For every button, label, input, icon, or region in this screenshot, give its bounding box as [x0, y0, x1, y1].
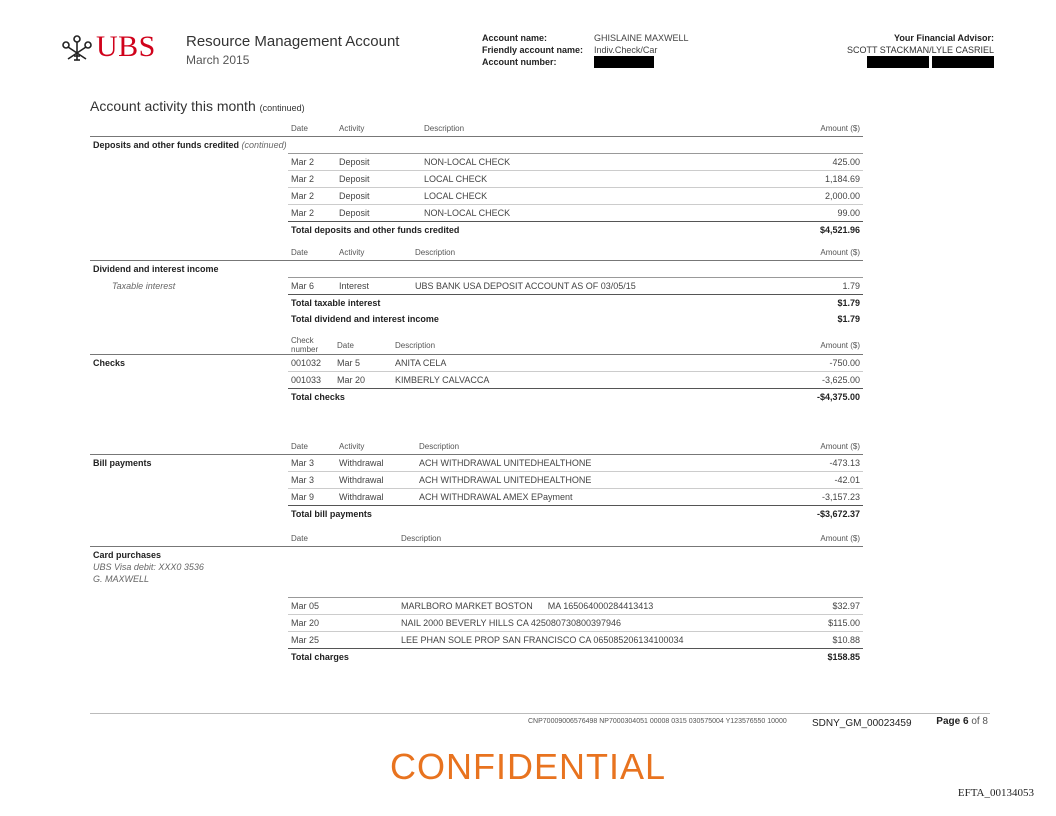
- total-label: Total checks: [288, 389, 743, 406]
- category-title: Card purchases: [93, 550, 162, 560]
- row-description: ANITA CELA: [392, 355, 743, 372]
- row-date: Mar 3: [288, 472, 336, 489]
- row-date: Mar 2: [288, 171, 336, 188]
- confidential-stamp: CONFIDENTIAL: [389, 746, 667, 787]
- row-activity: Deposit: [336, 171, 421, 188]
- row-amount: 2,000.00: [743, 188, 863, 205]
- col-header-activity: Activity: [339, 123, 365, 133]
- friendly-name-label: Friendly account name:: [482, 45, 584, 55]
- advisor-label: Your Financial Advisor:: [893, 33, 994, 43]
- category-subtitle: Taxable interest: [112, 281, 176, 291]
- col-header-activity: Activity: [339, 441, 365, 451]
- ubs-keys-logo-icon: [60, 34, 94, 64]
- total-amount: -$3,672.37: [743, 506, 863, 523]
- footer-divider: [90, 713, 990, 714]
- bill-payments-table: [90, 438, 863, 522]
- total-label: Total bill payments: [288, 506, 743, 523]
- row-check-number: 001033: [288, 372, 334, 389]
- row-amount: $32.97: [743, 598, 863, 615]
- row-activity: Withdrawal: [336, 455, 416, 472]
- col-header-check-number: [288, 336, 334, 355]
- statement-month: March 2015: [186, 53, 250, 67]
- row-activity: Withdrawal: [336, 472, 416, 489]
- dividends-table: [90, 244, 863, 327]
- col-header-date: Date: [291, 533, 308, 543]
- row-description: LOCAL CHECK: [421, 171, 743, 188]
- category-title: Deposits and other funds credited: [93, 140, 240, 150]
- section-title: [90, 98, 305, 114]
- row-date: Mar 2: [288, 154, 336, 171]
- row-description: LEE PHAN SOLE PROP SAN FRANCISCO CA 065085206134100034: [398, 632, 743, 649]
- col-header-activity: Activity: [339, 247, 365, 257]
- row-date: Mar 20: [334, 372, 392, 389]
- row-description: NON-LOCAL CHECK: [421, 205, 743, 222]
- subtotal-amount: $1.79: [743, 295, 863, 312]
- check-header-line2: number: [291, 345, 319, 354]
- total-amount: $158.85: [743, 649, 863, 666]
- page-num: 6: [962, 716, 969, 727]
- subtotal-label: Total taxable interest: [288, 295, 743, 312]
- row-description: ACH WITHDRAWAL AMEX EPayment: [416, 489, 743, 506]
- col-header-date: Date: [291, 123, 308, 133]
- col-header-description: Description: [395, 340, 436, 350]
- account-number-label: Account number:: [482, 57, 557, 67]
- total-amount: $4,521.96: [743, 222, 863, 239]
- account-name-label: Account name:: [482, 33, 548, 43]
- row-date: Mar 20: [288, 615, 398, 632]
- friendly-name-value: Indiv.Check/Car: [594, 45, 658, 55]
- row-amount: $115.00: [743, 615, 863, 632]
- total-amount: -$4,375.00: [743, 389, 863, 406]
- col-header-date: Date: [291, 441, 308, 451]
- card-subtitle: UBS Visa debit: XXX0 3536: [93, 562, 204, 572]
- col-header-amount: Amount ($): [820, 247, 860, 257]
- col-header-amount: Amount ($): [820, 441, 860, 451]
- row-amount: 1.79: [743, 278, 863, 295]
- page-number: [936, 716, 988, 727]
- account-number-redaction: [594, 56, 654, 68]
- statement-title: Resource Management Account: [186, 33, 400, 50]
- row-description: UBS BANK USA DEPOSIT ACCOUNT AS OF 03/05/15: [412, 278, 743, 295]
- row-activity: Deposit: [336, 205, 421, 222]
- row-date: Mar 9: [288, 489, 336, 506]
- row-amount: 1,184.69: [743, 171, 863, 188]
- row-description: LOCAL CHECK: [421, 188, 743, 205]
- checks-table: [90, 336, 863, 405]
- advisor-redaction-2: [932, 56, 994, 68]
- row-activity: Interest: [336, 278, 412, 295]
- col-header-date: Date: [337, 340, 354, 350]
- col-header-description: Description: [424, 123, 465, 133]
- category-title: Bill payments: [90, 455, 288, 472]
- col-header-description: Description: [419, 441, 460, 451]
- row-amount: $10.88: [743, 632, 863, 649]
- row-check-number: 001032: [288, 355, 334, 372]
- page-of: of 8: [971, 716, 988, 727]
- total-label: Total charges: [288, 649, 743, 666]
- account-name-value: GHISLAINE MAXWELL: [594, 33, 689, 43]
- check-header-line1: Check: [291, 336, 314, 345]
- total-amount: $1.79: [837, 314, 860, 324]
- row-description: NON-LOCAL CHECK: [421, 154, 743, 171]
- bates-number: SDNY_GM_00023459: [812, 718, 912, 729]
- row-date: Mar 25: [288, 632, 398, 649]
- col-header-description: Description: [415, 247, 456, 257]
- col-header-description: Description: [401, 533, 442, 543]
- row-amount: 99.00: [743, 205, 863, 222]
- row-description: KIMBERLY CALVACCA: [392, 372, 743, 389]
- category-suffix: (continued): [241, 140, 287, 150]
- row-amount: -3,157.23: [743, 489, 863, 506]
- row-date: Mar 3: [288, 455, 336, 472]
- row-date: Mar 5: [334, 355, 392, 372]
- row-date: Mar 6: [288, 278, 336, 295]
- row-description: MARLBORO MARKET BOSTON MA 165064000284413413: [398, 598, 743, 615]
- category-title: Dividend and interest income: [90, 261, 863, 278]
- cardholder-name: G. MAXWELL: [93, 574, 150, 584]
- row-activity: Withdrawal: [336, 489, 416, 506]
- row-amount: -42.01: [743, 472, 863, 489]
- col-header-amount: Amount ($): [820, 533, 860, 543]
- footer-code: CNP70009006576498 NP7000304051 00008 0315 030575004 Y123576550 10000: [528, 718, 787, 725]
- row-date: Mar 2: [288, 205, 336, 222]
- row-activity: Deposit: [336, 188, 421, 205]
- row-date: Mar 2: [288, 188, 336, 205]
- advisor-redaction-1: [867, 56, 929, 68]
- row-amount: -750.00: [743, 355, 863, 372]
- account-info: [482, 32, 689, 68]
- row-description: NAIL 2000 BEVERLY HILLS CA 425080730800397946: [398, 615, 743, 632]
- efta-number: EFTA_00134053: [957, 787, 1034, 799]
- row-amount: -473.13: [743, 455, 863, 472]
- section-title-text: Account activity this month: [90, 98, 256, 114]
- category-title: Checks: [90, 355, 288, 372]
- col-header-date: Date: [291, 247, 308, 257]
- col-header-amount: Amount ($): [820, 340, 860, 350]
- row-description: ACH WITHDRAWAL UNITEDHEALTHONE: [416, 472, 743, 489]
- col-header-amount: Amount ($): [820, 123, 860, 133]
- row-amount: 425.00: [743, 154, 863, 171]
- row-activity: Deposit: [336, 154, 421, 171]
- total-label: Total dividend and interest income: [291, 314, 439, 324]
- brand-logo-text: UBS: [96, 30, 156, 63]
- advisor-names: SCOTT STACKMAN/LYLE CASRIEL: [846, 45, 994, 55]
- row-amount: -3,625.00: [743, 372, 863, 389]
- deposits-table: [90, 120, 863, 238]
- card-purchases-table: [90, 530, 863, 665]
- total-label: Total deposits and other funds credited: [288, 222, 743, 239]
- financial-advisor: [847, 32, 994, 68]
- row-description: ACH WITHDRAWAL UNITEDHEALTHONE: [416, 455, 743, 472]
- page-label: Page: [936, 716, 961, 727]
- card-category: [90, 547, 863, 598]
- row-date: Mar 05: [288, 598, 398, 615]
- section-title-suffix: (continued): [259, 103, 305, 113]
